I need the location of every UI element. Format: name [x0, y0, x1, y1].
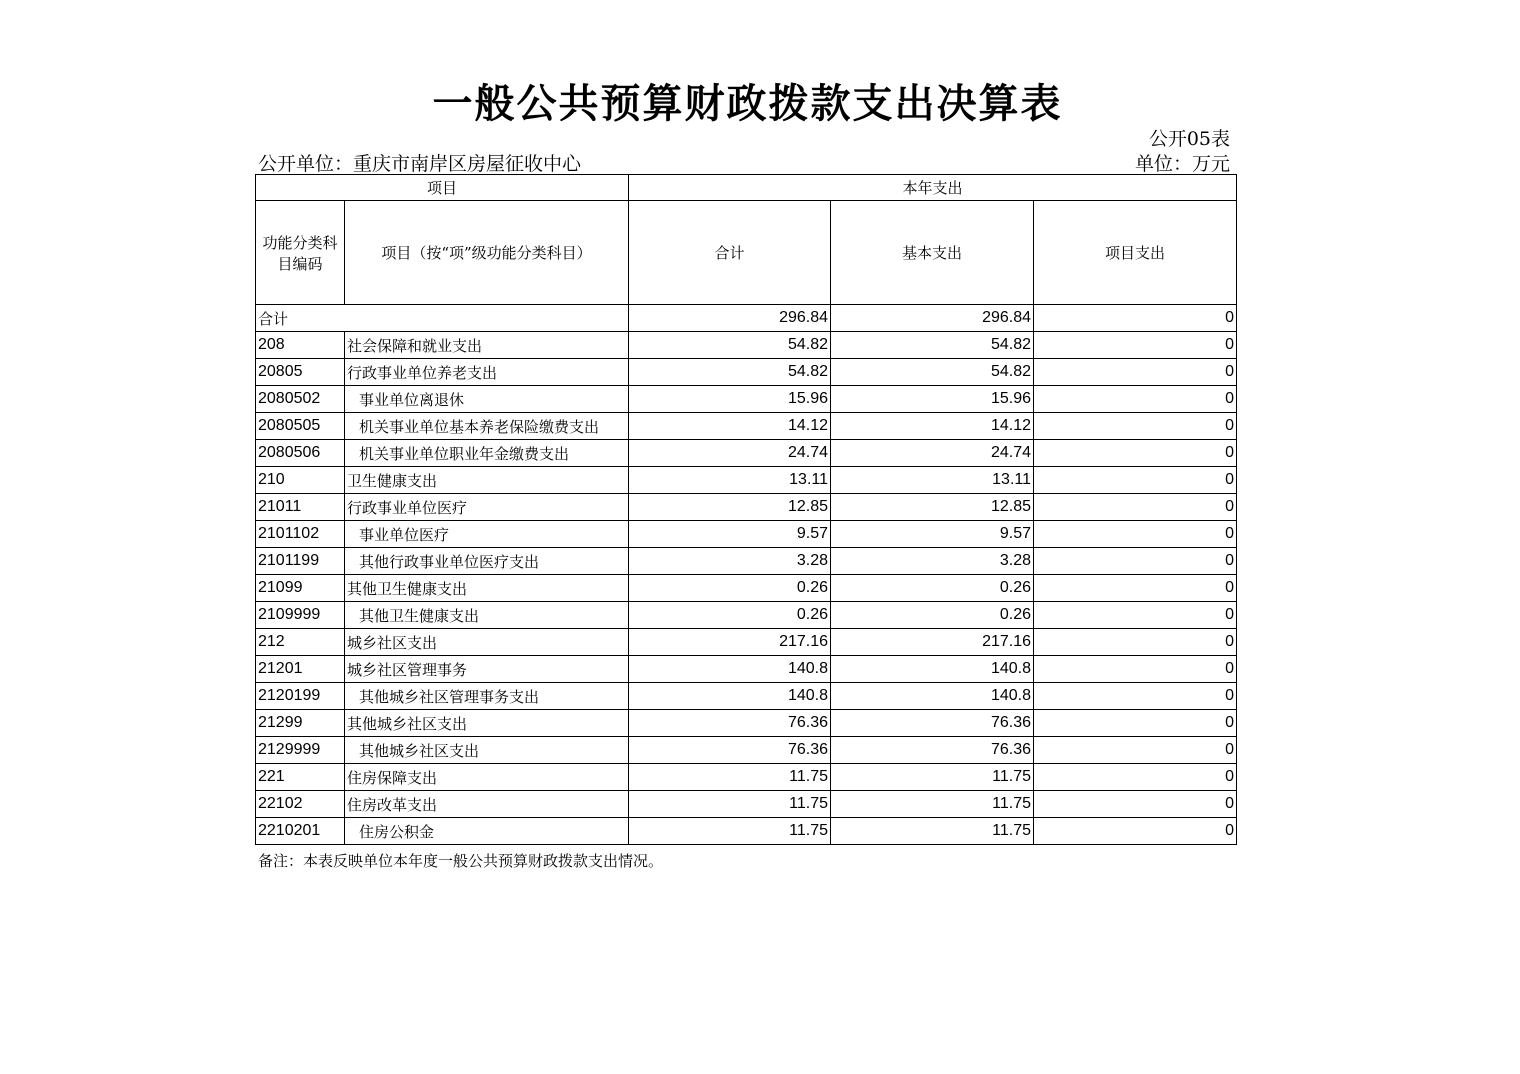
row-total: 13.11 [629, 467, 831, 494]
row-name-text: 卫生健康支出 [347, 471, 438, 490]
row-project: 0 [1034, 737, 1237, 764]
row-basic: 76.36 [831, 710, 1034, 737]
row-name [345, 413, 629, 440]
table-row [256, 629, 1237, 656]
row-basic: 217.16 [831, 629, 1034, 656]
table-row [256, 548, 1237, 575]
header-code: 功能分类科目编码 [256, 201, 345, 305]
header-total: 合计 [629, 201, 831, 305]
row-name-text: 机关事业单位职业年金缴费支出 [359, 444, 570, 463]
row-project: 0 [1034, 764, 1237, 791]
table-row [256, 710, 1237, 737]
row-project: 0 [1034, 710, 1237, 737]
row-total: 9.57 [629, 521, 831, 548]
row-code: 2080506 [256, 440, 345, 467]
row-code: 21299 [256, 710, 345, 737]
row-total: 3.28 [629, 548, 831, 575]
row-project: 0 [1034, 494, 1237, 521]
row-basic: 9.57 [831, 521, 1034, 548]
row-name-text: 行政事业单位养老支出 [347, 363, 498, 382]
row-code: 2129999 [256, 737, 345, 764]
page-title: 一般公共预算财政拨款支出决算表 [432, 80, 1063, 127]
row-name [345, 359, 629, 386]
header-project: 项目 [256, 175, 629, 201]
row-name-text: 住房保障支出 [347, 768, 438, 787]
row-basic: 11.75 [831, 818, 1034, 845]
table-row [256, 413, 1237, 440]
row-code: 2080505 [256, 413, 345, 440]
row-basic: 14.12 [831, 413, 1034, 440]
total-basic: 296.84 [831, 305, 1034, 332]
total-amount: 296.84 [629, 305, 831, 332]
row-name [345, 602, 629, 629]
row-project: 0 [1034, 575, 1237, 602]
row-name [345, 575, 629, 602]
row-basic: 11.75 [831, 791, 1034, 818]
row-name-text: 城乡社区管理事务 [347, 660, 468, 679]
header-name: 项目（按“项”级功能分类科目） [345, 201, 629, 305]
row-basic: 54.82 [831, 359, 1034, 386]
row-basic: 76.36 [831, 737, 1034, 764]
row-project: 0 [1034, 683, 1237, 710]
row-project: 0 [1034, 332, 1237, 359]
table-row [256, 521, 1237, 548]
row-name [345, 818, 629, 845]
row-code: 21099 [256, 575, 345, 602]
row-basic: 0.26 [831, 602, 1034, 629]
table-row [256, 332, 1237, 359]
table-row [256, 602, 1237, 629]
row-code: 212 [256, 629, 345, 656]
table-row [256, 494, 1237, 521]
row-code: 20805 [256, 359, 345, 386]
form-number: 公开05表 [1148, 128, 1230, 150]
total-project: 0 [1034, 305, 1237, 332]
header-row-2 [256, 201, 1237, 305]
table-row [256, 386, 1237, 413]
row-name [345, 629, 629, 656]
row-name-text: 其他城乡社区支出 [359, 741, 480, 760]
row-name [345, 386, 629, 413]
row-name-text: 行政事业单位医疗 [347, 498, 468, 517]
row-project: 0 [1034, 629, 1237, 656]
row-name [345, 683, 629, 710]
row-name-text: 其他卫生健康支出 [359, 606, 480, 625]
row-total: 12.85 [629, 494, 831, 521]
row-name-text: 其他卫生健康支出 [347, 579, 468, 598]
header-basic: 基本支出 [831, 201, 1034, 305]
row-code: 22102 [256, 791, 345, 818]
row-total: 76.36 [629, 710, 831, 737]
row-code: 21011 [256, 494, 345, 521]
table-row [256, 359, 1237, 386]
row-name [345, 521, 629, 548]
table-row [256, 737, 1237, 764]
currency-unit: 单位：万元 [1134, 153, 1230, 175]
table-row [256, 818, 1237, 845]
row-basic: 3.28 [831, 548, 1034, 575]
row-total: 76.36 [629, 737, 831, 764]
row-name [345, 764, 629, 791]
row-name [345, 467, 629, 494]
row-total: 54.82 [629, 332, 831, 359]
row-name-text: 其他行政事业单位医疗支出 [359, 552, 540, 571]
table-row [256, 440, 1237, 467]
row-total: 11.75 [629, 764, 831, 791]
row-total: 11.75 [629, 791, 831, 818]
table-row [256, 575, 1237, 602]
row-name [345, 710, 629, 737]
row-total: 11.75 [629, 818, 831, 845]
row-code: 2080502 [256, 386, 345, 413]
row-total: 140.8 [629, 683, 831, 710]
row-basic: 54.82 [831, 332, 1034, 359]
row-total: 140.8 [629, 656, 831, 683]
row-total: 0.26 [629, 602, 831, 629]
row-name [345, 440, 629, 467]
reporting-unit: 公开单位：重庆市南岸区房屋征收中心 [258, 153, 582, 175]
row-name-text: 城乡社区支出 [347, 633, 438, 652]
row-basic: 140.8 [831, 656, 1034, 683]
row-basic: 12.85 [831, 494, 1034, 521]
row-name-text: 机关事业单位基本养老保险缴费支出 [359, 417, 600, 436]
row-code: 2101199 [256, 548, 345, 575]
row-name [345, 737, 629, 764]
row-code: 2210201 [256, 818, 345, 845]
row-basic: 11.75 [831, 764, 1034, 791]
row-total: 15.96 [629, 386, 831, 413]
row-project: 0 [1034, 656, 1237, 683]
row-project: 0 [1034, 521, 1237, 548]
row-project: 0 [1034, 440, 1237, 467]
row-name [345, 332, 629, 359]
row-code: 21201 [256, 656, 345, 683]
row-code: 2101102 [256, 521, 345, 548]
row-total: 24.74 [629, 440, 831, 467]
row-project: 0 [1034, 386, 1237, 413]
row-total: 217.16 [629, 629, 831, 656]
row-basic: 13.11 [831, 467, 1034, 494]
row-project: 0 [1034, 602, 1237, 629]
row-name-text: 住房公积金 [359, 822, 435, 841]
row-code: 210 [256, 467, 345, 494]
total-row [256, 305, 1237, 332]
table-row [256, 764, 1237, 791]
row-total: 54.82 [629, 359, 831, 386]
table-row [256, 656, 1237, 683]
row-project: 0 [1034, 359, 1237, 386]
row-name [345, 791, 629, 818]
row-name-text: 事业单位医疗 [359, 525, 450, 544]
row-project: 0 [1034, 413, 1237, 440]
row-basic: 0.26 [831, 575, 1034, 602]
row-total: 14.12 [629, 413, 831, 440]
footnote: 备注：本表反映单位本年度一般公共预算财政拨款支出情况。 [258, 852, 664, 870]
row-name [345, 494, 629, 521]
row-code: 221 [256, 764, 345, 791]
row-code: 2120199 [256, 683, 345, 710]
header-row-1 [256, 175, 1237, 201]
table-row [256, 791, 1237, 818]
row-project: 0 [1034, 818, 1237, 845]
row-basic: 15.96 [831, 386, 1034, 413]
row-name-text: 其他城乡社区管理事务支出 [359, 687, 540, 706]
row-total: 0.26 [629, 575, 831, 602]
row-basic: 140.8 [831, 683, 1034, 710]
expenditure-table [255, 174, 1237, 845]
row-project: 0 [1034, 791, 1237, 818]
row-name [345, 548, 629, 575]
row-name-text: 其他城乡社区支出 [347, 714, 468, 733]
row-name [345, 656, 629, 683]
row-name-text: 社会保障和就业支出 [347, 336, 483, 355]
header-project-expenditure: 项目支出 [1034, 201, 1237, 305]
row-name-text: 事业单位离退休 [359, 390, 465, 409]
row-code: 208 [256, 332, 345, 359]
header-current-year: 本年支出 [629, 175, 1237, 201]
table-row [256, 467, 1237, 494]
row-name-text: 住房改革支出 [347, 795, 438, 814]
row-project: 0 [1034, 548, 1237, 575]
row-project: 0 [1034, 467, 1237, 494]
row-basic: 24.74 [831, 440, 1034, 467]
total-label: 合计 [256, 305, 629, 332]
table-row [256, 683, 1237, 710]
row-code: 2109999 [256, 602, 345, 629]
